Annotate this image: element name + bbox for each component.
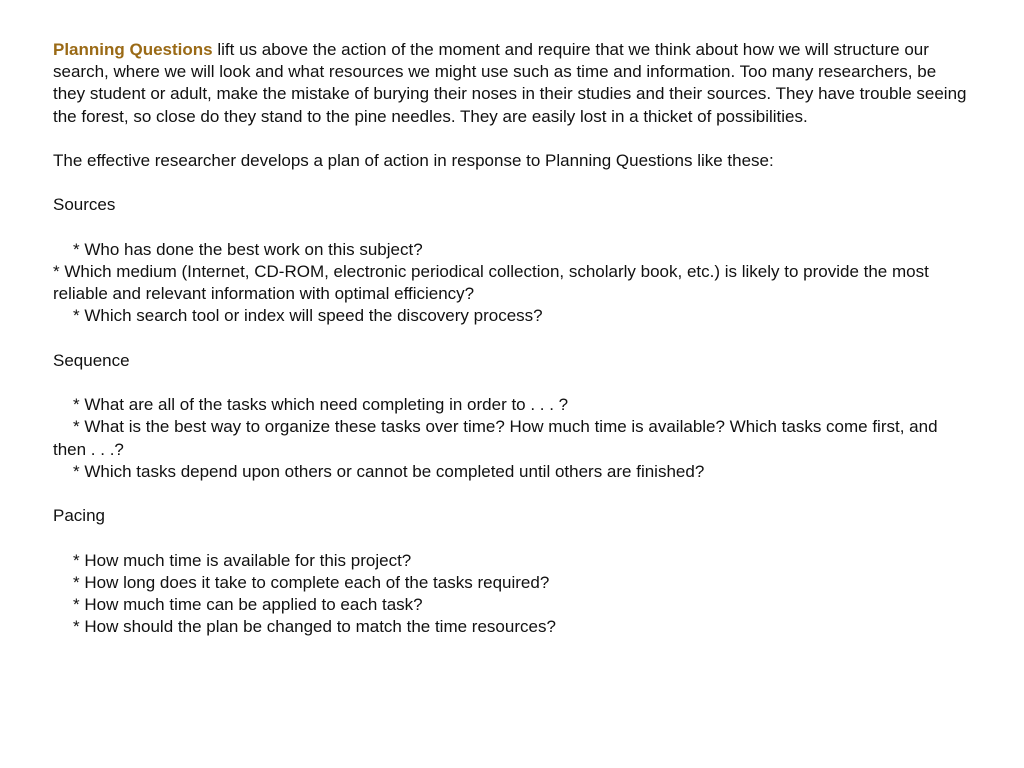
list-item: * How much time is available for this project? [73, 550, 412, 570]
document-body [53, 39, 973, 638]
spacer [53, 217, 973, 239]
list-item: * Which tasks depend upon others or cannot be completed until others are finished? [73, 461, 705, 481]
spacer [53, 372, 973, 394]
list-item: * How much time can be applied to each task? [73, 594, 423, 614]
intro-text: lift us above the action of the moment and require that we think about how we will structure our search, where we will look and what resources we might use such as time and information. Too many researchers, be they student or adult, make the mistake of burying their noses in their studies and their sources. They have trouble seeing the forest, so close do they stand to the pine needles. They are easily lost in a thicket of possibilities. [53, 40, 967, 126]
list-item: * What is the best way to organize these tasks over time? How much time is available? Which tasks come first, and then . . .? [53, 417, 938, 459]
section-heading-sources: Sources [53, 195, 116, 215]
spacer [53, 483, 973, 505]
list-item: * How long does it take to complete each of the tasks required? [73, 572, 550, 592]
list-item: * What are all of the tasks which need completing in order to . . . ? [73, 395, 569, 415]
intro-paragraph [53, 39, 973, 128]
list-item: * Which medium (Internet, CD-ROM, electronic periodical collection, scholarly book, etc.) is likely to provide the most reliable and relevant information with optimal efficiency? [53, 261, 929, 304]
list-item: * How should the plan be changed to match the time resources? [73, 617, 556, 637]
section-heading-sequence: Sequence [53, 350, 130, 370]
spacer [53, 527, 973, 549]
spacer [53, 128, 973, 150]
list-item: * Which search tool or index will speed the discovery process? [73, 306, 543, 326]
list-item: * Who has done the best work on this subject? [73, 239, 423, 259]
spacer [53, 328, 973, 350]
section-heading-pacing: Pacing [53, 506, 105, 526]
planning-questions-keyword: Planning Questions [53, 40, 213, 59]
lead-paragraph: The effective researcher develops a plan of action in response to Planning Questions like these: [53, 151, 774, 170]
spacer [53, 172, 973, 194]
